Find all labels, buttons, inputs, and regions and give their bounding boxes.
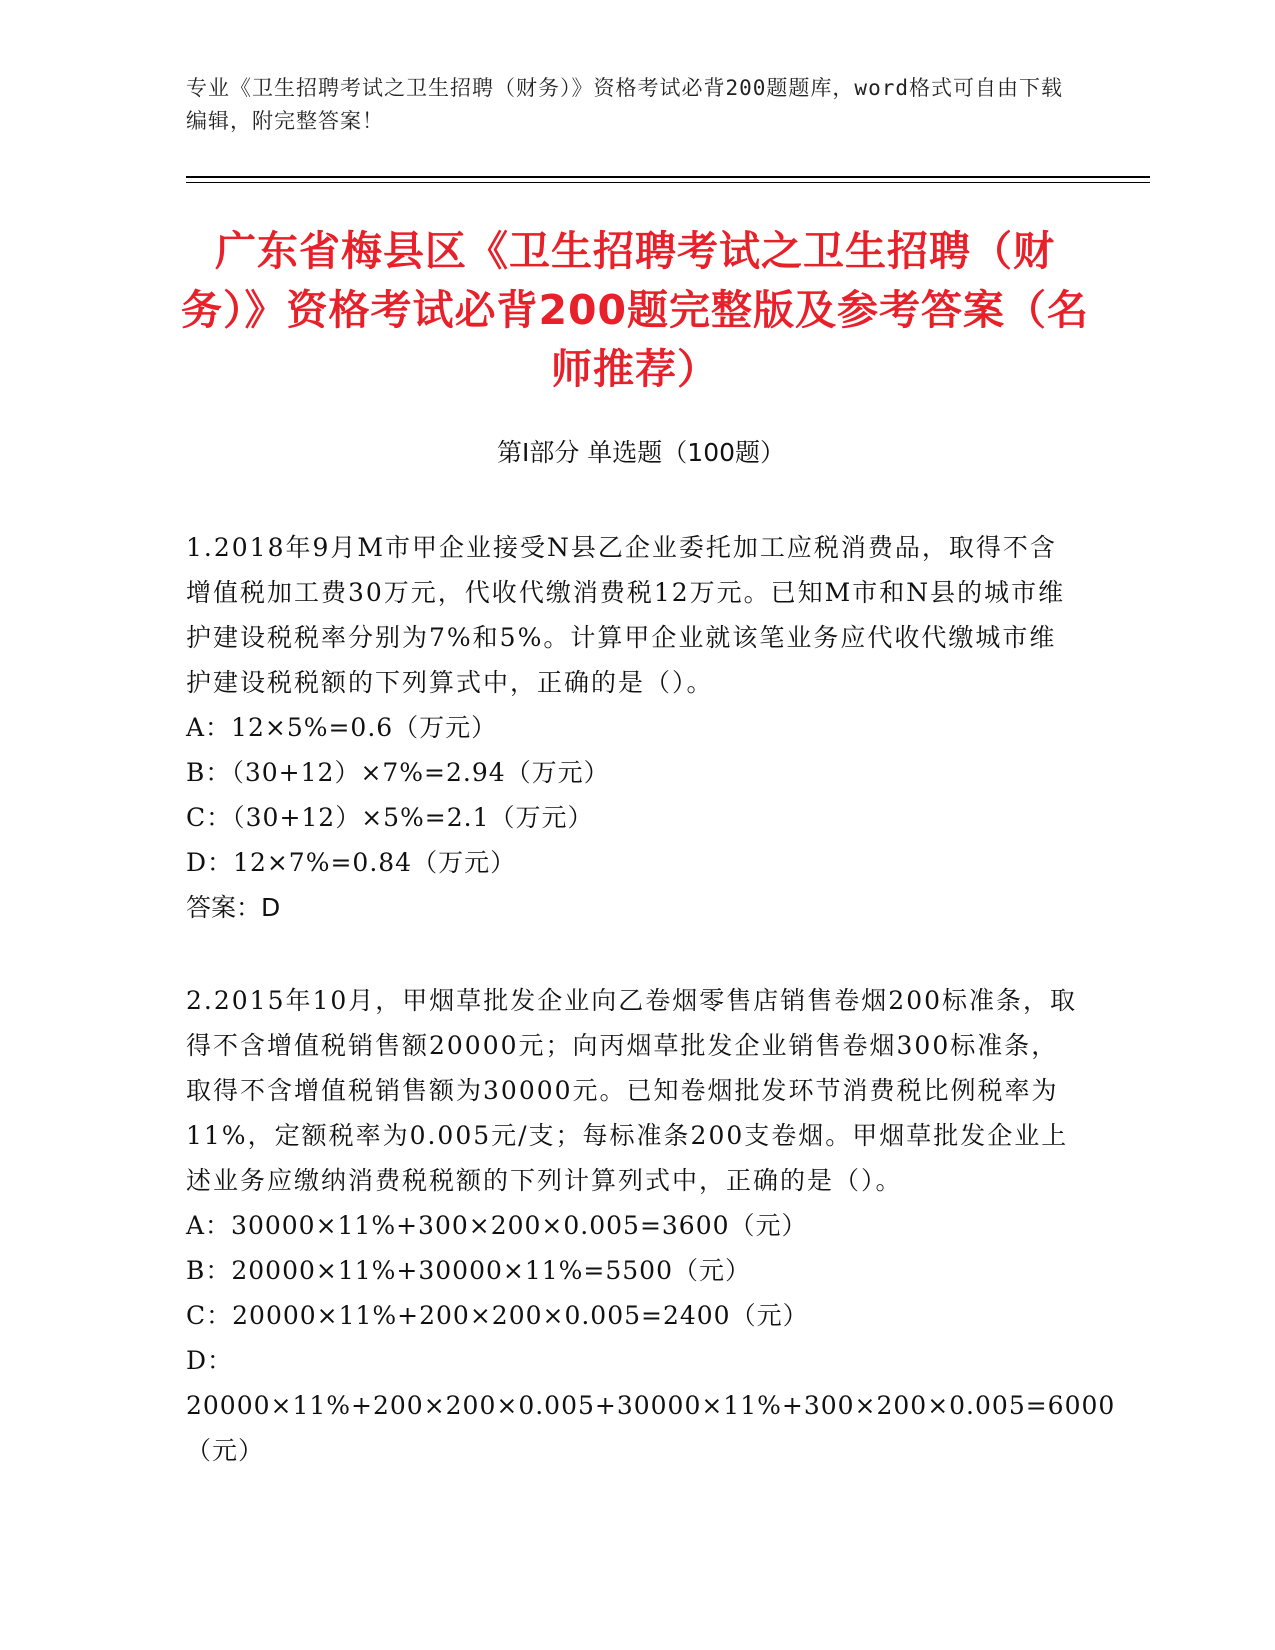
answer: 答案：D (186, 893, 281, 922)
header-rule-thick (186, 176, 1150, 178)
option-d: D：12×7%=0.84（万元） (186, 848, 517, 877)
option-d: D：20000×11%+200×200×0.005+30000×11%+300×200×0.005=6000（元） (186, 1346, 1116, 1465)
option-a: A：30000×11%+300×200×0.005=3600（元） (186, 1211, 808, 1240)
question-stem: 1.2018年9月M市甲企业接受N县乙企业委托加工应税消费品，取得不含增值税加工费30万元，代收代缴消费税12万元。已知M市和N县的城市维护建设税税率分别为7%和5%。计算甲企业就该笔业务应代收代缴城市维护建设税税额的下列算式中，正确的是（）。 (186, 533, 1066, 697)
section-title: 第I部分 单选题（100题） (496, 438, 786, 467)
option-c: C：（30+12）×5%=2.1（万元） (186, 803, 594, 832)
question-stem: 2.2015年10月，甲烟草批发企业向乙卷烟零售店销售卷烟200标准条，取得不含增值税销售额20000元；向丙烟草批发企业销售卷烟300标准条，取得不含增值税销售额为30000元。已知卷烟批发环节消费税比例税率为11%，定额税率为0.005元/支；每标准条200支卷烟。甲烟草批发企业上述业务应缴纳消费税税额的下列计算列式中，正确的是（）。 (186, 986, 1078, 1195)
header-rule-thin (186, 182, 1150, 183)
option-c: C：20000×11%+200×200×0.005=2400（元） (186, 1301, 809, 1330)
question-2 (186, 978, 1116, 1473)
option-a: A：12×5%=0.6（万元） (186, 713, 498, 742)
header-note: 专业《卫生招聘考试之卫生招聘（财务）》资格考试必背200题题库，word格式可自由下载编辑，附完整答案！ (186, 76, 1063, 133)
option-b: B：20000×11%+30000×11%=5500（元） (186, 1256, 751, 1285)
document-title: 广东省梅县区《卫生招聘考试之卫生招聘（财务）》资格考试必背200题完整版及参考答案（名师推荐） (180, 227, 1090, 393)
question-1 (186, 525, 1081, 930)
option-b: B：（30+12）×7%=2.94（万元） (186, 758, 610, 787)
